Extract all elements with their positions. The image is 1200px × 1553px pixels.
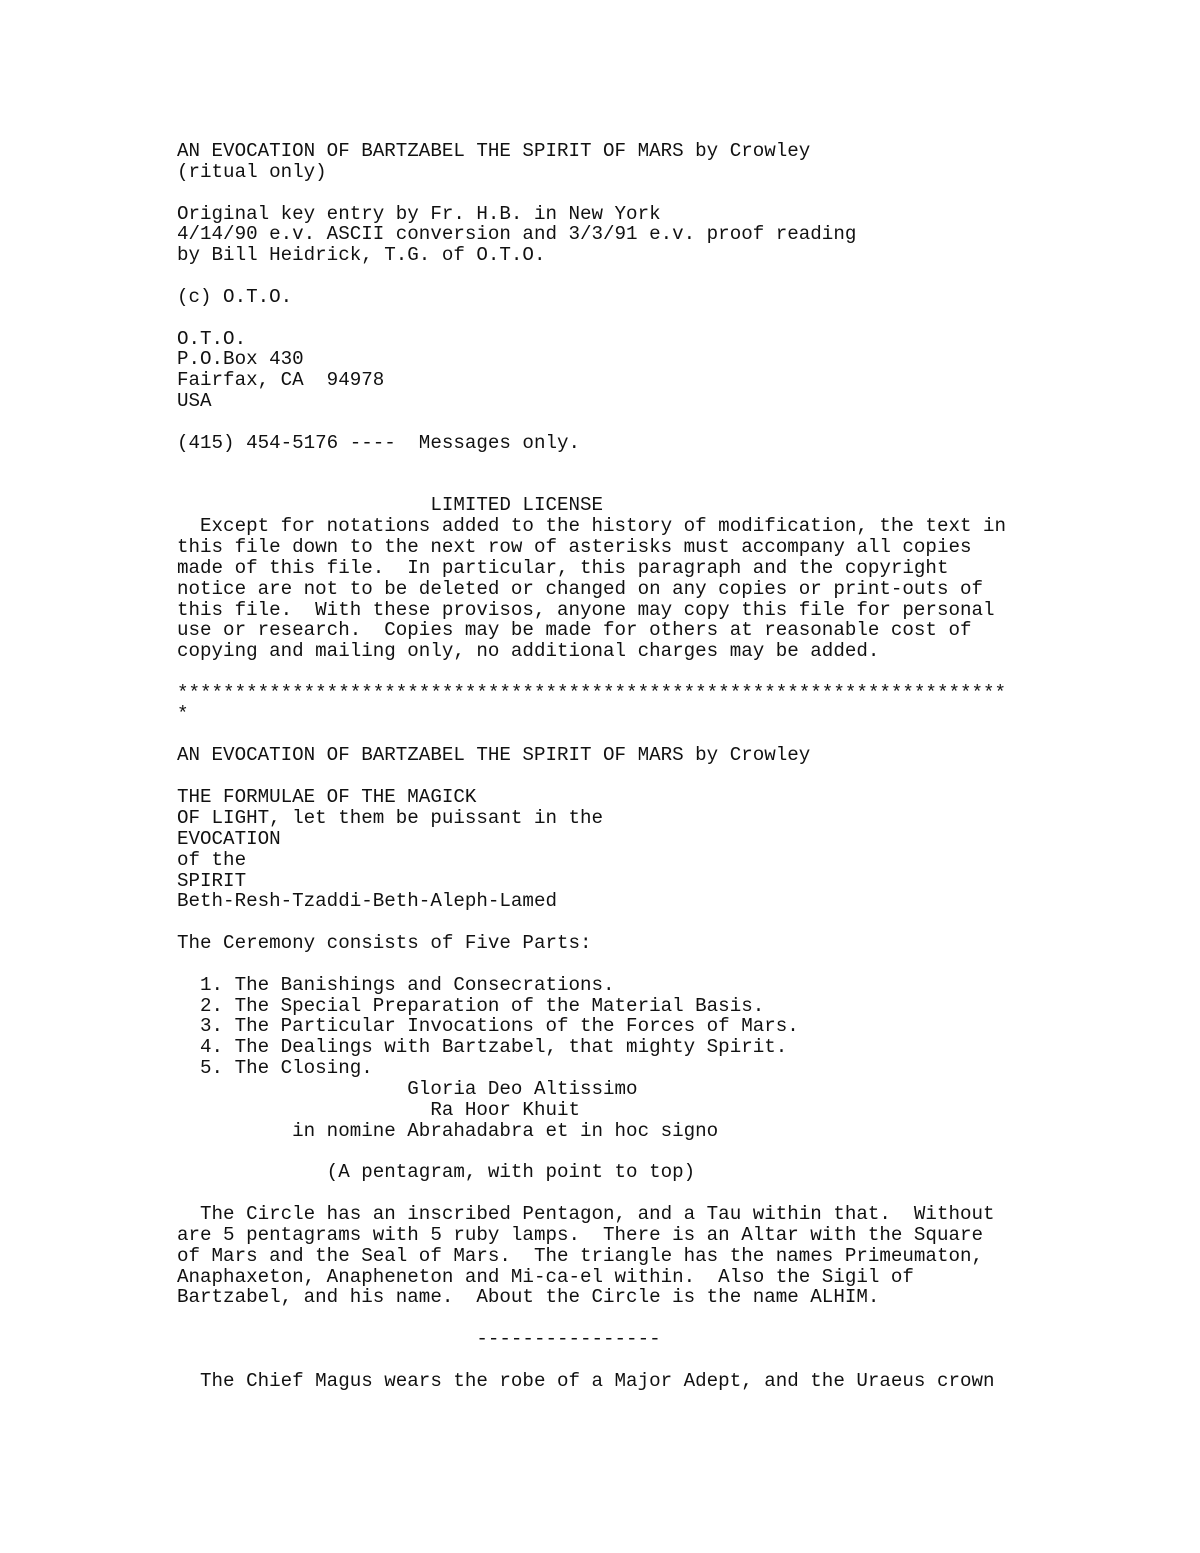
text-line: made of this file. In particular, this paragraph and the copyright (177, 556, 949, 579)
text-line (177, 183, 1077, 204)
text-line: Except for notations added to the history of modification, the text in (177, 515, 1007, 538)
text-line: Beth-Resh-Tzaddi-Beth-Aleph-Lamed (177, 890, 557, 913)
text-line (177, 475, 1077, 496)
text-line (177, 766, 1077, 787)
text-line: AN EVOCATION OF BARTZABEL THE SPIRIT OF MARS by Crowley (177, 744, 811, 767)
text-line: this file. With these provisos, anyone may copy this file for personal (177, 598, 995, 621)
text-line: The Ceremony consists of Five Parts: (177, 932, 592, 955)
text-line (177, 1350, 1077, 1371)
text-line: copying and mailing only, no additional charges may be added. (177, 640, 880, 663)
text-line: (c) O.T.O. (177, 285, 293, 308)
text-line: 4. The Dealings with Bartzabel, that mighty Spirit. (177, 1036, 788, 1059)
text-line: (A pentagram, with point to top) (177, 1161, 696, 1184)
text-line: The Circle has an inscribed Pentagon, and a Tau within that. Without (177, 1203, 995, 1226)
text-line: O.T.O. (177, 327, 247, 350)
text-line: 2. The Special Preparation of the Material Basis. (177, 994, 765, 1017)
text-line: 5. The Closing. (177, 1057, 373, 1080)
text-line: of Mars and the Seal of Mars. The triangle has the names Primeumaton, (177, 1244, 984, 1267)
text-line: of the (177, 848, 247, 871)
text-line (177, 266, 1077, 287)
text-line: Gloria Deo Altissimo (177, 1077, 638, 1100)
text-line (177, 1183, 1077, 1204)
text-line: 1. The Banishings and Consecrations. (177, 973, 615, 996)
text-line (177, 912, 1077, 933)
text-line: (ritual only) (177, 160, 327, 183)
text-line (177, 412, 1077, 433)
text-line: use or research. Copies may be made for others at reasonable cost of (177, 619, 972, 642)
text-line: in nomine Abrahadabra et in hoc signo (177, 1119, 719, 1142)
text-line (177, 725, 1077, 746)
text-line (177, 308, 1077, 329)
text-line: AN EVOCATION OF BARTZABEL THE SPIRIT OF MARS by Crowley (177, 141, 811, 162)
text-line (177, 662, 1077, 683)
text-line: Bartzabel, and his name. About the Circle is the name ALHIM. (177, 1286, 880, 1309)
text-line: OF LIGHT, let them be puissant in the (177, 807, 604, 829)
text-line (177, 954, 1077, 975)
text-line: * (177, 702, 189, 725)
text-line: 4/14/90 e.v. ASCII conversion and 3/3/91 e.v. proof reading (177, 223, 857, 246)
text-line: Ra Hoor Khuit (177, 1098, 581, 1121)
text-line: USA (177, 390, 212, 413)
text-line: THE FORMULAE OF THE MAGICK (177, 786, 477, 809)
text-line: this file down to the next row of asterisks must accompany all copies (177, 536, 972, 559)
text-line: (415) 454-5176 ---- Messages only. (177, 431, 581, 454)
text-line: EVOCATION (177, 827, 281, 850)
text-line: Fairfax, CA 94978 (177, 369, 385, 392)
text-line: Anaphaxeton, Anapheneton and Mi-ca-el within. Also the Sigil of (177, 1265, 914, 1288)
document-text (177, 141, 1077, 1392)
text-line: are 5 pentagrams with 5 ruby lamps. There is an Altar with the Square (177, 1223, 984, 1246)
text-line (177, 454, 1077, 475)
text-line (177, 1308, 1077, 1329)
text-line: The Chief Magus wears the robe of a Major Adept, and the Uraeus crown (177, 1369, 995, 1392)
text-line: by Bill Heidrick, T.G. of O.T.O. (177, 244, 546, 267)
text-line (177, 1142, 1077, 1163)
text-line: notice are not to be deleted or changed on any copies or print-outs of (177, 577, 984, 600)
text-line: 3. The Particular Invocations of the Forces of Mars. (177, 1015, 799, 1038)
text-line: LIMITED LICENSE (177, 494, 604, 517)
text-line: ---------------- (177, 1328, 661, 1351)
text-line: Original key entry by Fr. H.B. in New York (177, 202, 661, 225)
text-line: SPIRIT (177, 869, 247, 892)
text-line: P.O.Box 430 (177, 348, 304, 371)
text-line: ************************************************************************ (177, 681, 1007, 704)
